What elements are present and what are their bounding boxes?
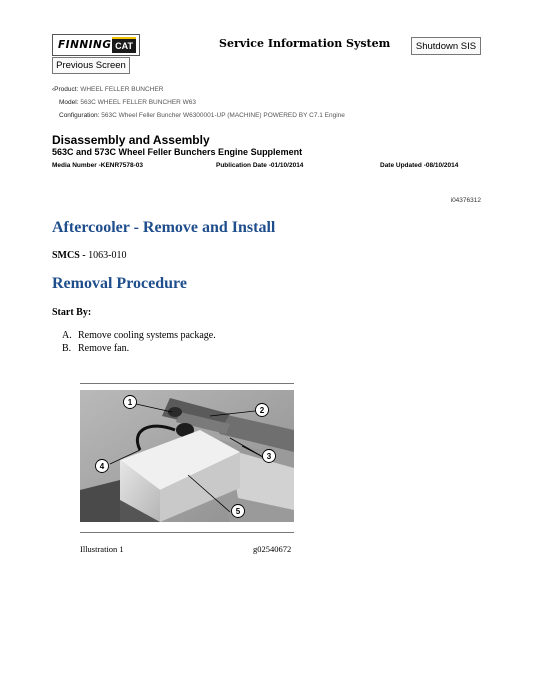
- step-marker: A.: [62, 330, 72, 341]
- svg-text:3: 3: [266, 452, 272, 461]
- step-list: [62, 329, 216, 355]
- callout-3: [263, 450, 276, 463]
- svg-text:1: 1: [127, 398, 133, 407]
- media-number: Media Number -KENR7578-03: [52, 162, 144, 169]
- config-label: Configuration:: [59, 112, 100, 119]
- svg-text:5: 5: [235, 507, 241, 516]
- callout-2: [256, 404, 269, 417]
- svg-text:4: 4: [99, 462, 105, 471]
- start-by-label: Start By:: [52, 307, 92, 318]
- model-value: 563C WHEEL FELLER BUNCHER W63: [80, 99, 197, 106]
- callout-1: [124, 396, 137, 409]
- illustration-caption: Illustration 1: [80, 544, 124, 554]
- divider: [80, 532, 294, 533]
- svg-text:2: 2: [259, 406, 265, 415]
- callout-5: [232, 505, 245, 518]
- finning-cat-logo: [52, 34, 140, 56]
- context-model: [59, 99, 196, 106]
- app-title: Service Information System: [219, 37, 391, 50]
- page-title: Aftercooler - Remove and Install: [52, 219, 276, 236]
- step-marker: B.: [62, 343, 72, 354]
- product-value: WHEEL FELLER BUNCHER: [80, 86, 164, 93]
- previous-screen-button[interactable]: Previous Screen: [52, 57, 130, 74]
- logo-text: FINNING: [58, 39, 112, 51]
- config-value: 563C Wheel Feller Buncher W6300001-UP (MACHINE) POWERED BY C7.1 Engine: [101, 112, 345, 119]
- list-item: [62, 342, 216, 355]
- step-text: Remove cooling systems package.: [78, 330, 216, 341]
- model-label: Model:: [59, 99, 79, 106]
- divider: [80, 383, 294, 384]
- shutdown-sis-button[interactable]: Shutdown SIS: [411, 37, 481, 55]
- smcs-label: SMCS -: [52, 250, 86, 261]
- product-label: Product:: [54, 86, 79, 93]
- document-subtitle: 563C and 573C Wheel Feller Bunchers Engine Supplement: [52, 147, 303, 157]
- cat-badge: CAT: [112, 37, 136, 53]
- list-item: [62, 329, 216, 342]
- document-id: i04376312: [450, 197, 481, 204]
- step-text: Remove fan.: [78, 343, 130, 354]
- publication-date: Publication Date -01/10/2014: [216, 162, 304, 169]
- context-product: [52, 86, 163, 93]
- date-updated: Date Updated -08/10/2014: [380, 162, 459, 169]
- graphic-id: g02540672: [253, 544, 292, 554]
- aftercooler-illustration: [80, 390, 294, 522]
- section-heading: Removal Procedure: [52, 275, 187, 292]
- smcs-code: [52, 250, 126, 261]
- callout-4: [96, 460, 109, 473]
- context-configuration: [59, 112, 345, 119]
- document-title: Disassembly and Assembly: [52, 133, 210, 147]
- back-arrow-icon[interactable]: ‹: [52, 86, 55, 93]
- smcs-value: 1063-010: [88, 250, 127, 261]
